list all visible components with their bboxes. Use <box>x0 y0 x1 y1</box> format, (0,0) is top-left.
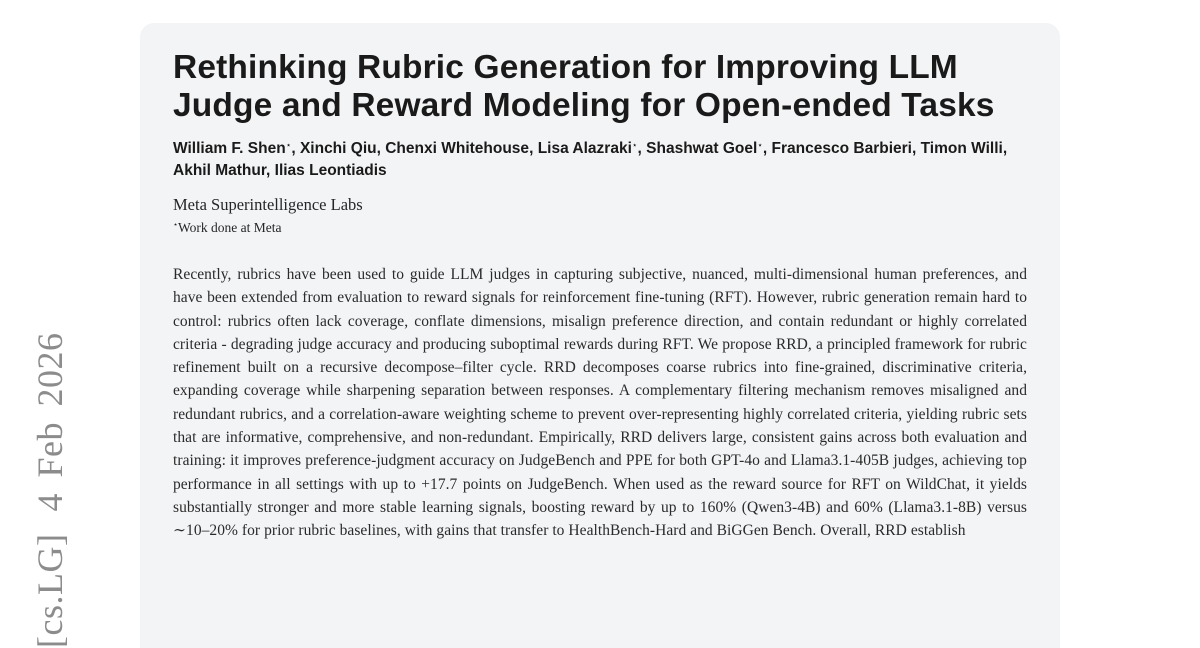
paper-title: Rethinking Rubric Generation for Improving LLM Judge and Reward Modeling for Open-ended Tasks <box>173 49 995 124</box>
author-affiliation-mark: ⋆ <box>631 140 638 150</box>
footnote-mark: ⋆ <box>173 220 179 229</box>
author-separator: , <box>762 140 772 157</box>
arxiv-side-stamp <box>28 333 72 648</box>
author-separator: , <box>376 140 386 157</box>
affiliation: Meta Superintelligence Labs <box>173 195 363 214</box>
author-name: Xinchi Qiu <box>299 140 377 157</box>
author-affiliation-mark: ⋆ <box>757 140 763 150</box>
author-name: William F. Shen <box>173 140 286 157</box>
abstract: Recently, rubrics have been used to guide LLM judges in capturing subjective, nuanced, multi-dimensional human preferences, and have been extended from evaluation to reward signals for reinforcement fine-tuning (RFT). However, rubric generation remain hard to control: rubrics often lack coverage, conflate dimensions, misalign preference direction, and contain redundant or highly correlated criteria - degrading judge accuracy and producing suboptimal rewards during RFT. We propose RRD, a principled framework for rubric refinement built on a recursive decompose–filter cycle. RRD decomposes coarse rubrics into fine-grained, discriminative criteria, expanding coverage while sharpening separation between responses. A complementary filtering mechanism removes misaligned and redundant rubrics, and a correlation-aware weighting scheme to prevent over-representing highly correlated criteria, yielding rubric sets that are informative, comprehensive, and non-redundant. Empirically, RRD delivers large, consistent gains across both evaluation and training: it improves preference-judgment accuracy on JudgeBench and PPE for both GPT-4o and Llama3.1-405B judges, achieving top performance in all settings with up to +17.7 points on JudgeBench. When used as the reward source for RFT on WildChat, it yields substantially stronger and more stable learning signals, boosting reward by up to 160% (Qwen3-4B) and 60% (Llama3.1-8B) versus ∼10–20% for prior rubric baselines, with gains that transfer to HealthBench-Hard and BiGGen Bench. Overall, RRD establish <box>173 266 1027 540</box>
author-list <box>173 134 1027 182</box>
author-separator: , <box>291 140 300 157</box>
author-separator: , <box>911 140 921 157</box>
author-name: Shashwat Goel <box>646 140 758 157</box>
author-name: Chenxi Whitehouse <box>385 140 530 157</box>
author-separator: , <box>1002 140 1008 157</box>
paper-header-card <box>140 23 1060 648</box>
author-name: Timon Willi <box>920 140 1003 157</box>
footnote <box>173 215 1027 238</box>
author-affiliation-mark: ⋆ <box>285 140 292 150</box>
footnote-text: Work done at Meta <box>178 220 282 235</box>
arxiv-category: [cs.LG] <box>30 533 70 648</box>
author-name: Ilias Leontiadis <box>274 162 387 179</box>
author-separator: , <box>529 140 538 157</box>
author-separator: , <box>637 140 647 157</box>
author-name: Lisa Alazraki <box>537 140 632 157</box>
author-separator: , <box>266 162 275 179</box>
arxiv-date: 4 Feb 2026 <box>30 332 70 512</box>
author-name: Francesco Barbieri <box>771 140 912 157</box>
author-name: Akhil Mathur <box>173 162 267 179</box>
